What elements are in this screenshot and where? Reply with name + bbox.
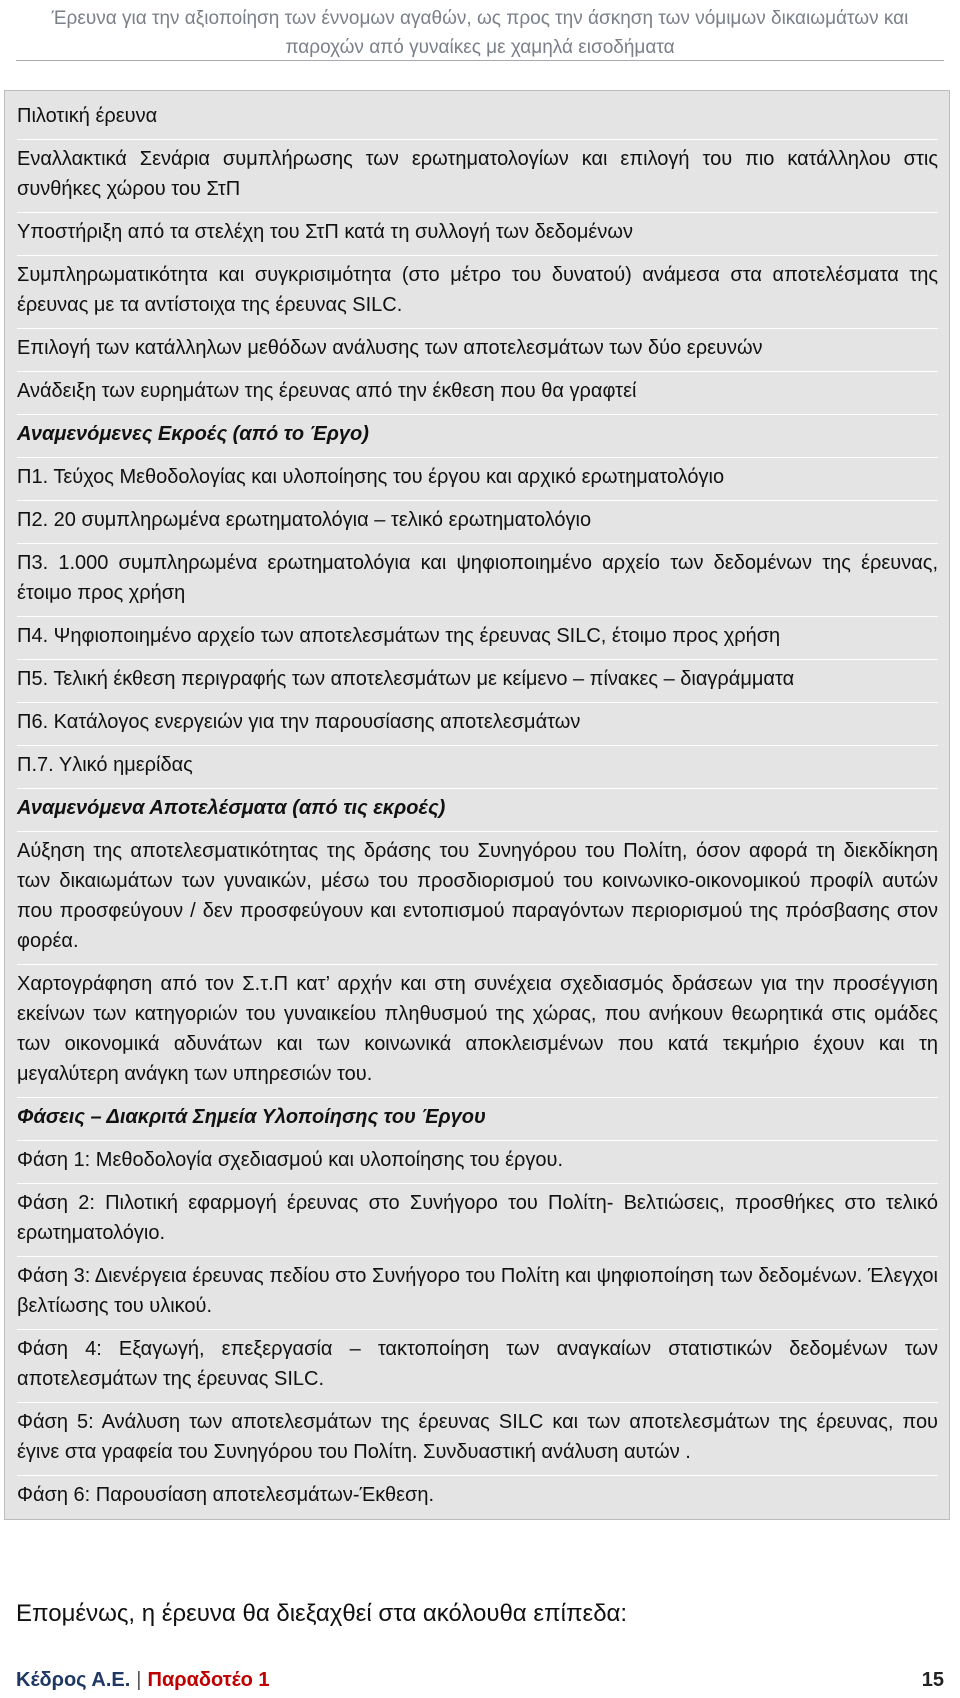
section-heading: Αναμενόμενες Εκροές (από το Έργο)	[17, 415, 938, 458]
table-row: Χαρτογράφηση από τον Σ.τ.Π κατ’ αρχήν και στη συνέχεια σχεδιασμός δράσεων για την προσέγγιση εκείνων των κατηγοριών του γυναικείου πληθυσμού της χώρας, που ανήκουν θεωρητικά στις ομάδες των οικονομικά αδυνάτων και των κοινωνικά αποκλεισμένων που κατά τεκμήριο έχουν και τη μεγαλύτερη ανάγκη των υπηρεσιών του.	[17, 965, 938, 1098]
table-row: Φάση 1: Μεθοδολογία σχεδιασμού και υλοποίησης του έργου.	[17, 1141, 938, 1184]
table-row: Φάση 5: Ανάλυση των αποτελεσμάτων της έρευνας SILC και των αποτελεσμάτων της έρευνας, που έγινε στα γραφεία του Συνηγόρου του Πολίτη. Συνδυαστική ανάλυση αυτών .	[17, 1403, 938, 1476]
page-footer	[16, 1665, 944, 1695]
table-row: Π1. Τεύχος Μεθοδολογίας και υλοποίησης του έργου και αρχικό ερωτηματολόγιο	[17, 458, 938, 501]
table-row: Πιλοτική έρευνα	[17, 97, 938, 140]
header-title-line-1: Έρευνα για την αξιοποίηση των έννομων αγαθών, ως προς την άσκηση των νόμιμων δικαιωμάτων και	[51, 8, 909, 29]
table-row: Π.7. Υλικό ημερίδας	[17, 746, 938, 789]
table-row: Π4. Ψηφιοποιημένο αρχείο των αποτελεσμάτων της έρευνας SILC, έτοιμο προς χρήση	[17, 617, 938, 660]
footer-deliverable: Παραδοτέο 1	[147, 1669, 270, 1691]
table-row: Φάση 6: Παρουσίαση αποτελεσμάτων-Έκθεση.	[17, 1484, 435, 1506]
header-divider	[16, 60, 944, 61]
section-heading: Αναμενόμενα Αποτελέσματα (από τις εκροές)	[17, 789, 938, 832]
table-row: Π2. 20 συμπληρωμένα ερωτηματολόγια – τελικό ερωτηματολόγιο	[17, 501, 938, 544]
table-row: Αύξηση της αποτελεσματικότητας της δράσης του Συνηγόρου του Πολίτη, όσον αφορά τη διεκδίκηση των δικαιωμάτων των γυναικών, μέσω του προσδιορισμού του κοινωνικο-οικονομικού προφίλ αυτών που προσφεύγουν / δεν προσφεύγουν και εντοπισμού παραγόντων περιορισμού της πρόσβασης στον φορέα.	[17, 832, 938, 965]
footer-company: Κέδρος Α.Ε.	[16, 1669, 131, 1691]
table-row: Υποστήριξη από τα στελέχη του ΣτΠ κατά τη συλλογή των δεδομένων	[17, 213, 938, 256]
table-row: Π6. Κατάλογος ενεργειών για την παρουσίασης αποτελεσμάτων	[17, 703, 938, 746]
section-heading: Φάσεις – Διακριτά Σημεία Υλοποίησης του Έργου	[17, 1098, 938, 1141]
table-row: Φάση 4: Εξαγωγή, επεξεργασία – τακτοποίηση των αναγκαίων στατιστικών δεδομένων των αποτελεσμάτων της έρευνας SILC.	[17, 1330, 938, 1403]
table-row: Π5. Τελική έκθεση περιγραφής των αποτελεσμάτων με κείμενο – πίνακες – διαγράμματα	[17, 660, 938, 703]
header-title-line-2: παροχών από γυναίκες με χαμηλά εισοδήματα	[285, 37, 675, 58]
running-header	[0, 0, 960, 62]
table-row: Επιλογή των κατάλληλων μεθόδων ανάλυσης των αποτελεσμάτων των δύο ερευνών	[17, 329, 938, 372]
table-row: Φάση 2: Πιλοτική εφαρμογή έρευνας στο Συνήγορο του Πολίτη- Βελτιώσεις, προσθήκες στο τελικό ερωτηματολόγιο.	[17, 1184, 938, 1257]
content-table-box	[4, 90, 950, 1520]
table-row: Ανάδειξη των ευρημάτων της έρευνας από την έκθεση που θα γραφτεί	[17, 372, 938, 415]
table-row: Φάση 3: Διενέργεια έρευνας πεδίου στο Συνήγορο του Πολίτη και ψηφιοποίηση των δεδομένων. Έλεγχοι βελτίωσης του υλικού.	[17, 1257, 938, 1330]
table-row: Π3. 1.000 συμπληρωμένα ερωτηματολόγια και ψηφιοποιημένο αρχείο των δεδομένων της έρευνας, έτοιμο προς χρήση	[17, 544, 938, 617]
table-row: Συμπληρωματικότητα και συγκρισιμότητα (στο μέτρο του δυνατού) ανάμεσα στα αποτελέσματα της έρευνας με τα αντίστοιχα της έρευνας SILC.	[17, 256, 938, 329]
footer-separator: |	[136, 1669, 142, 1691]
table-row: Εναλλακτικά Σενάρια συμπλήρωσης των ερωτηματολογίων και επιλογή του πιο κατάλληλου στις συνθήκες χώρου του ΣτΠ	[17, 140, 938, 213]
body-paragraph: Επομένως, η έρευνα θα διεξαχθεί στα ακόλουθα επίπεδα:	[16, 1600, 628, 1627]
page-number: 15	[921, 1669, 944, 1691]
